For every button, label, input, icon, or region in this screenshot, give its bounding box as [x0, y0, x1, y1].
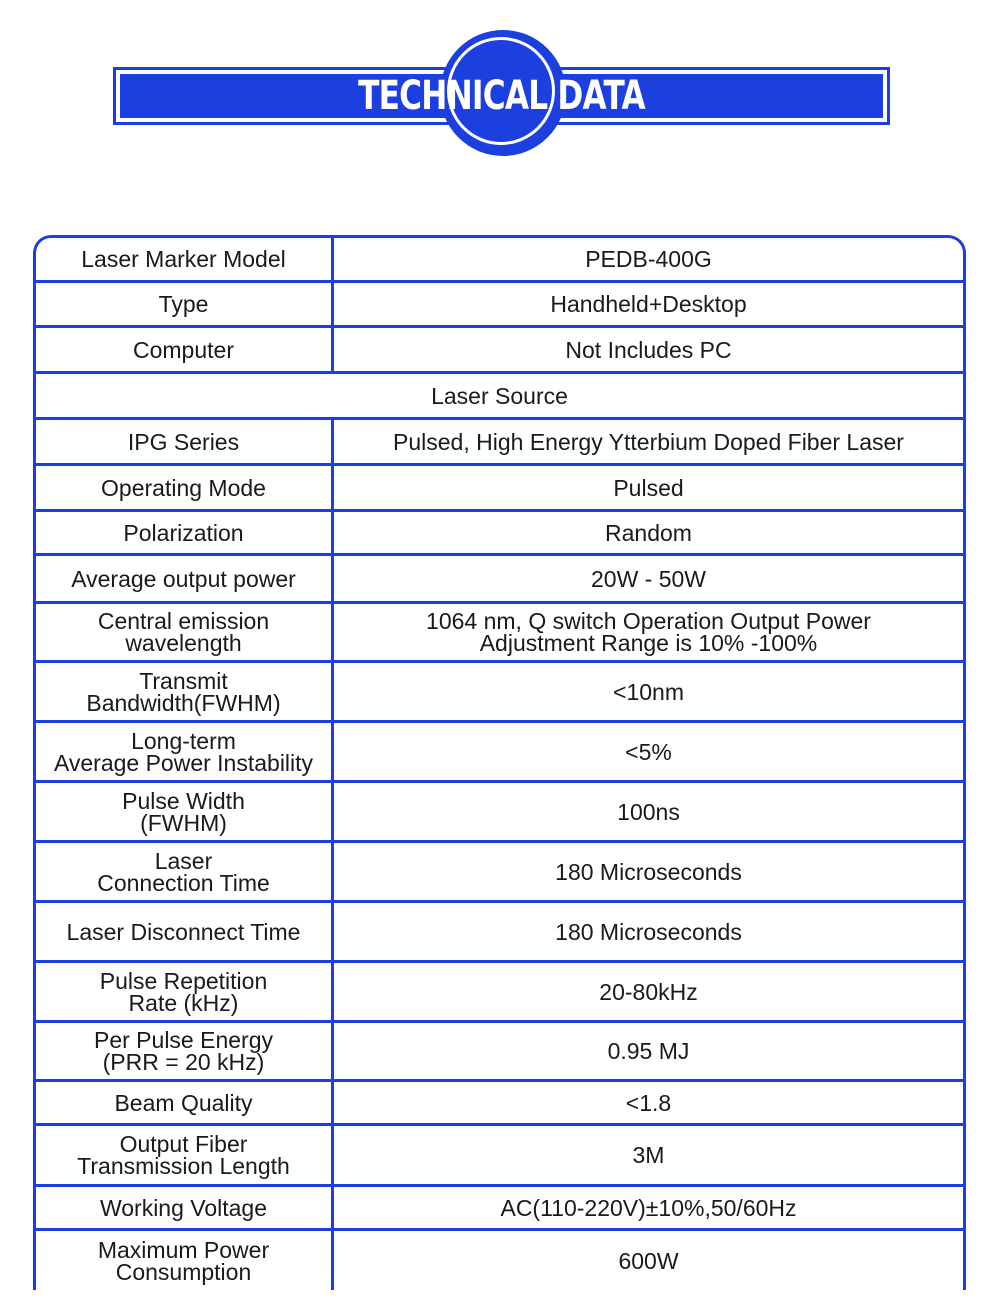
row-value: PEDB-400G	[585, 246, 712, 272]
row-value: 180 Microseconds	[555, 918, 742, 945]
table-row	[36, 328, 963, 374]
row-value: <10nm	[613, 678, 684, 705]
row-label: Transmit Bandwidth(FWHM)	[36, 663, 334, 720]
row-value: 3M	[632, 1142, 665, 1168]
table-row	[36, 1082, 963, 1126]
row-value: Random	[605, 519, 692, 546]
table-row	[36, 843, 963, 903]
row-label: Beam Quality	[36, 1082, 334, 1123]
row-value: 20-80kHz	[599, 978, 698, 1005]
spec-table	[33, 235, 966, 1290]
row-value: Not Includes PC	[565, 336, 732, 363]
table-row	[36, 420, 963, 466]
row-label: Central emission wavelength	[36, 604, 334, 660]
row-label: Computer	[36, 328, 334, 371]
row-label: Output Fiber Transmission Length	[36, 1126, 334, 1184]
row-value: 600W	[618, 1247, 679, 1274]
row-label: Laser Connection Time	[36, 843, 334, 900]
table-row	[36, 1126, 963, 1187]
table-row	[36, 238, 963, 283]
row-label: Long-term Average Power Instability	[36, 723, 334, 780]
row-value: 1064 nm, Q switch Operation Output Power Adjustment Range is 10% -100%	[426, 608, 871, 656]
row-value: AC(110-220V)±10%,50/60Hz	[500, 1194, 797, 1221]
table-row	[36, 466, 963, 512]
table-row	[36, 663, 963, 723]
row-value: <1.8	[625, 1089, 672, 1116]
table-row	[36, 604, 963, 663]
row-value: Pulsed, High Energy Ytterbium Doped Fiber Laser	[393, 428, 904, 455]
row-label: IPG Series	[36, 420, 334, 463]
page-title: TECHNICAL DATA	[358, 73, 645, 119]
table-row	[36, 556, 963, 604]
row-label: Operating Mode	[36, 466, 334, 509]
table-row	[36, 723, 963, 783]
row-value: 180 Microseconds	[555, 858, 742, 885]
row-value: <5%	[625, 738, 672, 765]
row-label: Working Voltage	[36, 1187, 334, 1228]
table-row	[36, 783, 963, 843]
table-row	[36, 963, 963, 1023]
row-label: Average output power	[36, 556, 334, 601]
table-row	[36, 1231, 963, 1290]
row-value: 0.95 MJ	[607, 1038, 690, 1064]
table-row	[36, 512, 963, 556]
table-row	[36, 1023, 963, 1082]
row-label: Per Pulse Energy (PRR = 20 kHz)	[36, 1023, 334, 1079]
row-label: Type	[36, 283, 334, 325]
row-label: Laser Marker Model	[36, 238, 334, 280]
row-label: Maximum Power Consumption	[36, 1231, 334, 1290]
row-value: 20W - 50W	[590, 565, 707, 592]
table-row	[36, 1187, 963, 1231]
row-label: Pulse Width (FWHM)	[36, 783, 334, 840]
row-value: 100ns	[617, 798, 680, 825]
row-value: Pulsed	[613, 474, 684, 501]
section-header: Laser Source	[431, 382, 568, 409]
section-header-row	[36, 374, 963, 420]
row-label: Polarization	[36, 512, 334, 553]
row-label: Laser Disconnect Time	[36, 903, 334, 960]
row-label: Pulse Repetition Rate (kHz)	[36, 963, 334, 1020]
table-row	[36, 903, 963, 963]
row-value: Handheld+Desktop	[550, 291, 747, 317]
table-row	[36, 283, 963, 328]
